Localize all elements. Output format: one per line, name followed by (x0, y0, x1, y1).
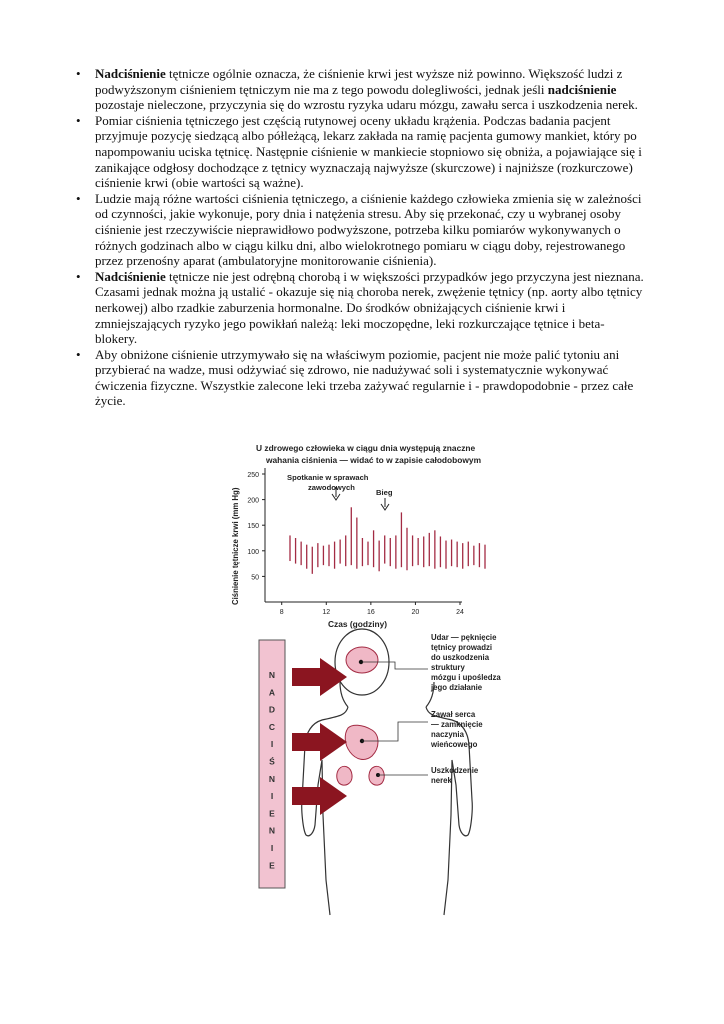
bullet-text: Pomiar ciśnienia tętniczego jest częścią rutynowej oceny układu krążenia. Podczas badania pacjent przyjmuje pozycję siedzącą albo półleżącą, lekarz zakłada na ramię pacjenta gumowy mankiet, który po napompowaniu uciska tętnicę. Następnie ciśnienie w mankiecie stopniowo się obniża, a pojawiające się i zanikające odgłosy dochodzące z tętnicy wyznaczają najwyższe (skurczowe) i najniższe (rozkurczowe) ciśnienie krwi (obie wartości są ważne). (95, 112, 642, 191)
chart-x-label: Czas (godziny) (328, 619, 388, 629)
label-brain-line: Udar — pęknięcie (431, 633, 497, 642)
label-kidney-line: nerek (431, 776, 452, 785)
chart-x-ticks (280, 602, 464, 616)
bold-term: Nadciśnienie (95, 66, 166, 81)
label-brain-line: do uszkodzenia (431, 653, 490, 662)
side-letter: E (269, 860, 275, 871)
bullet-dot-icon: • (76, 112, 81, 128)
annotation-run: Bieg (376, 488, 393, 497)
side-letter: D (268, 704, 276, 715)
bp-chart (231, 443, 485, 629)
label-kidney-line: Uszkodzenie (431, 766, 479, 775)
x-tick-label: 20 (411, 609, 420, 616)
side-letter: I (270, 739, 274, 750)
bullet-dot-icon: • (76, 66, 81, 81)
bullet-text: Aby obniżone ciśnienie utrzymywało się na właściwym poziomie, pacjent nie może palić tytoniu ani przybierać na wadze, musi odżywiać się zdrowo, nie nadużywać soli i systematycznie wykonywać ćwiczenia fizyczne. Wszystkie zalecone leki trzeba zażywać regularnie i - prawdopodobnie - przez całe życie. (95, 346, 634, 409)
brain-icon (346, 647, 378, 673)
side-letter: N (268, 825, 276, 836)
label-heart-line: — zamknięcie (431, 720, 483, 729)
label-brain-line: jego działanie (431, 683, 483, 692)
side-letter: N (268, 670, 276, 680)
label-brain-line: tętnicy prowadzi (431, 643, 493, 652)
bullet-text: Ludzie mają różne wartości ciśnienia tętniczego, a ciśnienie każdego człowieka zmienia się w zależności od czynności, jakie wykonuje, pory dnia i natężenia stresu. Aby się przekonać, czy u wybranej osoby ciśnienie jest rzeczywiście nieprawidłowo podwyższone, potrzeba kilku pomiarów wykonywanych o różnych godzinach albo w ciągu kilku dni, albo wielokrotnego pomiaru w ciągu doby, rejestrowanego przez przenośny aparat (ambulatoryjne monitorowanie ciśnienia). (95, 190, 642, 269)
label-heart-line: naczynia (431, 730, 464, 739)
side-letter: E (269, 808, 275, 819)
chart-y-ticks (247, 472, 265, 581)
x-tick-label: 16 (366, 609, 375, 616)
bold-term: nadciśnienie (547, 81, 617, 97)
bullet-text: tętnicze ogólnie oznacza, że ciśnienie krwi jest wyższe niż powinno. Większość ludzi z podwyższonym ciśnieniem tętniczym nie ma z tego powodu dolegliwości, jednak jeśli (95, 66, 623, 97)
chart-title-line2: wahania ciśnienia — widać to w zapisie całodobowym (266, 455, 482, 465)
x-tick-label: 24 (456, 609, 464, 616)
side-letter: N (268, 773, 276, 784)
annotation-work-line1: Spotkanie w sprawach (287, 473, 369, 482)
kidney-left-icon (337, 766, 352, 785)
chart-bars (290, 507, 485, 574)
side-letter: Ś (269, 756, 275, 767)
bullet-dot-icon: • (76, 346, 81, 362)
side-letter: A (268, 687, 276, 698)
bold-term: Nadciśnienie (95, 268, 166, 284)
label-heart-line: wieńcowego (431, 740, 478, 749)
side-letter: I (270, 791, 274, 802)
y-tick-label: 250 (247, 472, 259, 479)
x-tick-label: 12 (322, 609, 331, 616)
annotation-work-line2: zawodowych (308, 483, 355, 492)
bullet-text: pozostaje nieleczone, przyczynia się do wzrostu ryzyka udaru mózgu, zawału serca i uszkodzenia nerek. (95, 97, 638, 113)
bullet-dot-icon: • (76, 190, 81, 206)
y-tick-label: 100 (247, 548, 259, 556)
arrow-heart-icon (292, 723, 347, 761)
label-heart (430, 710, 483, 749)
y-tick-label: 150 (247, 523, 259, 531)
label-brain (430, 633, 501, 692)
chart-y-label: Ciśnienie tętnicze krwi (mm Hg) (231, 487, 240, 605)
y-tick-label: 200 (247, 497, 259, 505)
label-brain-line: mózgu i upośledza (431, 673, 501, 682)
body-diagram (259, 629, 501, 915)
label-heart-line: Zawał serca (431, 710, 476, 719)
bullet-dot-icon: • (76, 268, 81, 284)
side-letter: C (268, 721, 276, 732)
label-brain-line: struktury (431, 663, 465, 672)
chart-title-line1: U zdrowego człowieka w ciągu dnia występują znaczne (256, 443, 476, 453)
y-tick-label: 50 (251, 574, 259, 582)
x-tick-label: 8 (279, 609, 284, 616)
side-letter: I (270, 843, 274, 853)
bullet-text: tętnicze nie jest odrębną chorobą i w większości przypadków jego przyczyna jest nieznana. Czasami jednak można ją ustalić - okazuje się nią choroba nerek, zwężenie tętnicy (np. aorty albo tętnicy nerkowej) albo rzadkie zaburzenia hormonalne. Do środków obniżających ciśnienie krwi i zmniejszających ryzyko jego powikłań należą: leki moczopędne, leki rozkurczające tętnice i beta-blokery. (95, 268, 644, 347)
